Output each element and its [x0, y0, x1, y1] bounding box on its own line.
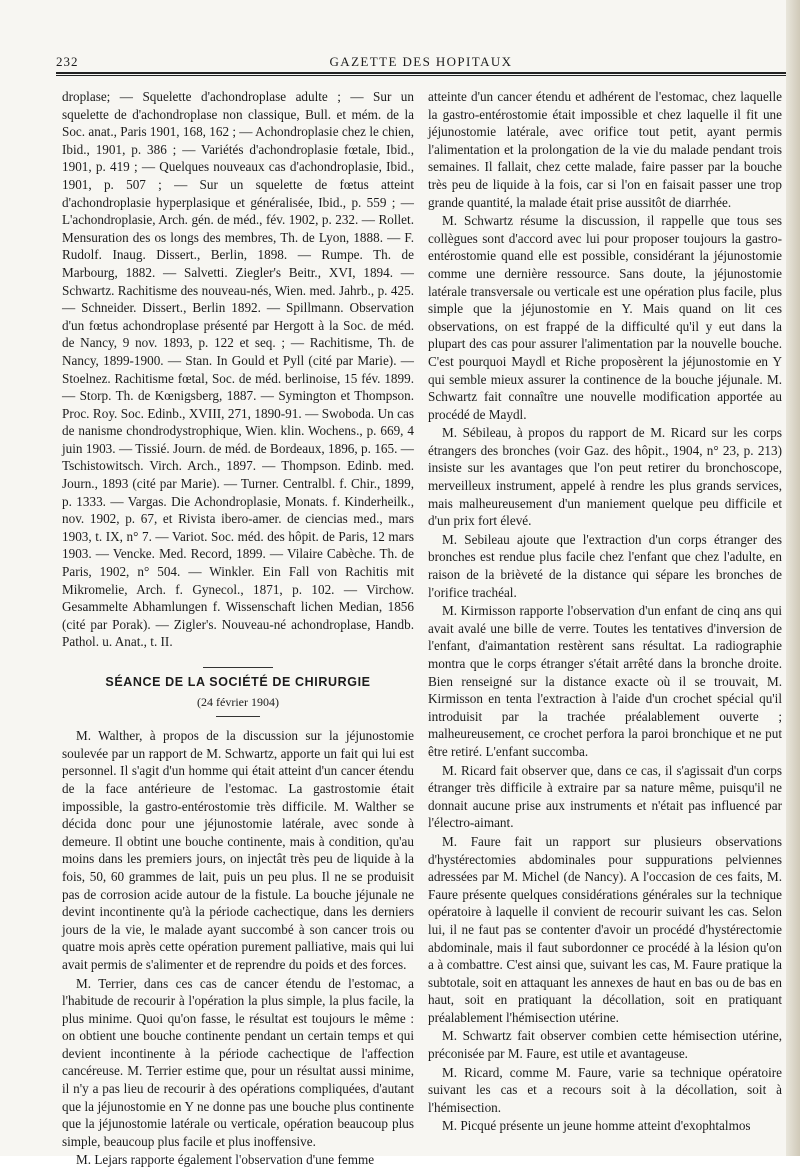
paragraph-picque: M. Picqué présente un jeune homme atteint d'exophtalmos [442, 1118, 751, 1134]
section-divider [203, 667, 273, 668]
left-column [62, 88, 414, 1169]
page-header [56, 48, 786, 70]
page-edge-shadow [786, 0, 800, 1156]
page-number: 232 [56, 54, 79, 69]
paragraph-ricard-technique: M. Ricard, comme M. Faure, varie sa technique opératoire suivant les cas et a recours soit à la décollation, soit à l'hémisection. [428, 1064, 782, 1115]
paragraph-sebileau-extraction: M. Sebileau ajoute que l'extraction d'un corps étranger des bronches est rendue plus facile chez l'enfant que chez l'adulte, en raison de la brièveté de la distance qui sépare les bronches de l'orifice trachéal. [428, 531, 782, 600]
paragraph-sebileau-bronchoscope: M. Sébileau, à propos du rapport de M. Ricard sur les corps étrangers des bronches (voir Gaz. des hôpit., 1904, n° 23, p. 213) insiste sur les avantages que l'on peut retirer du bronchoscope, merveilleux instrument, appelé à rendre les plus grands services, mais malheureusement d'un maniement quelque peu difficile et d'un prix fort élevé. [428, 425, 782, 529]
paragraph-terrier: M. Terrier, dans ces cas de cancer étendu de l'estomac, a l'habitude de recourir à l'opération la plus simple, la plus facile, la plus minime. Quoi qu'on fasse, le résultat est toujours le même : on obtient une bouche continente pendant un certain temps et qui devient incontinente à la période cachectique de l'affection cancéreuse. M. Terrier estime que, pour un résultat aussi minime, il n'y a pas lieu de recourir à des opérations compliquées, d'autant que la jéjunostomie en Y ne donne pas une bouche plus continente que la jéjunostomie latérale ou verticale, opération beaucoup plus simple, beaucoup plus facile et plus inoffensive. [62, 975, 414, 1149]
section-title: SÉANCE DE LA SOCIÉTÉ DE CHIRURGIE [105, 675, 371, 689]
paragraph-schwartz-summary: M. Schwartz résume la discussion, il rappelle que tous ses collègues sont d'accord avec lui pour proposer toujours la gastro-entérostomie quand elle est possible, considérant la jéjunostomie comme une dernière ressource. Sans doute, la jéjunostomie latérale transversale ou verticale est une opération plus facile, plus simple que la jéjunostomie en Y. Mais quand on lit ces observations, on est frappé de la difficulté qu'il y eut dans la plupart des cas pour assurer l'alimentation par la nouvelle bouche. C'est pourquoi Maydl et Riche proposèrent la jéjunostomie en Y qui semble mieux assurer la continence de la bouche jéjunale. M. Schwartz fait connaître une nouvelle modification apportée au procédé de Maydl. [428, 213, 782, 422]
paragraph-walther: M. Walther, à propos de la discussion sur la jéjunostomie soulevée par un rapport de M. Schwartz, apporte un fait qui lui est personnel. Il s'agit d'un homme qui était atteint d'un cancer étendu de la face antérieure de l'estomac. La gastrostomie était impossible, la gastro-entérostomie très difficile. M. Walther se décida donc pour une jéjunostomie latérale, avec sonde à demeure. Il obtint une bouche continente, mais à condition, qu'au moins dans les premiers jours, on injectât très peu de liquide à la fois, 50, 60 grammes de lait, puis un peu plus. Il ne se produisit pas de corrosion acide autour de la fistule. La bouche jéjunale ne devint incontinente qu'à la période cachectique, dans les derniers jours de la vie, le malade ayant succombé à son cancer trois ou quatre mois après cette opération purement palliative, mais qui lui avait permis de s'alimenter et de reprendre du poids et des forces. [62, 728, 414, 972]
paragraph-faure: M. Faure fait un rapport sur plusieurs observations d'hystérectomies abdominales pour suppurations pelviennes adressées par M. Michel (de Nancy). A l'occasion de ces faits, M. Faure présente quelques considérations générales sur la technique opératoire à laquelle il convient de recourir suivant les cas. Selon lui, il ne faut pas se contenter d'avoir un procédé d'hystérectomie abdominale, mais il faut subordonner ce procédé à la lésion qu'on a à combattre. C'est ainsi que, suivant les cas, M. Faure pratique la subtotale, soit en attaquant les annexes de haut en bas ou de bas en haut, soit en pratiquant la décollation, soit en pratiquant préalablement l'hémisection utérine. [428, 833, 782, 1025]
short-rule [216, 716, 260, 717]
paragraph-schwartz-hemisection: M. Schwartz fait observer combien cette hémisection utérine, préconisée par M. Faure, est utile et avantageuse. [428, 1028, 782, 1062]
section-date: (24 février 1904) [197, 694, 279, 709]
paragraph-lejars-continued: atteinte d'un cancer étendu et adhérent de l'estomac, chez laquelle la gastro-entérostomie était impossible et chez laquelle il fit une jéjunostomie latérale, avec orifice tout petit, ayant permis l'alimentation et la prolongation de la vie du malade pendant trois semaines. Il fallait, chez cette malade, faire passer par la bouche très peu de liquide à la fois, car si l'on en faisait passer une trop grande quantité, la malade était prise aussitôt de diarrhée. [428, 89, 782, 210]
right-column [428, 88, 782, 1135]
header-rule [56, 72, 786, 76]
paragraph-kirmisson: M. Kirmisson rapporte l'observation d'un enfant de cinq ans qui avait avalé une bille de verre. Toutes les tentatives d'inversion de l'enfant, d'aimantation restèrent sans résultat. La radiographie montra que le corps étranger s'était arrêté dans la bronche droite. Bien renseigné sur la distance exacte où il se trouvait, M. Kirmisson en tenta l'extraction à l'aide d'un crochet spécial qu'il introduisit par la trachée préalablement ouverte ; malheureusement, ce crochet perfora la paroi bronchique et ne put être retiré. L'enfant succomba. [428, 603, 782, 759]
paragraph-ricard-observation: M. Ricard fait observer que, dans ce cas, il s'agissait d'un corps étranger très difficile à extraire par sa nature même, puisqu'il ne donnait aucune prise aux instruments et n'était pas influencé par l'électro-aimant. [428, 762, 782, 831]
paragraph-lejars: M. Lejars rapporte également l'observation d'une femme [76, 1152, 375, 1168]
journal-title: GAZETTE DES HOPITAUX [329, 54, 513, 69]
bibliography-text: droplase; — Squelette d'achondroplase adulte ; — Sur un squelette de d'achondroplase non classique, Bull. et mém. de la Soc. anat., Paris 1901, 168, 162 ; — Achondroplasie chez le chien, Ibid., 1901, p. 386 ; — Variétés d'achondroplasie fœtale, Ibid., 1901, p. 419 ; — Quelques nouveaux cas d'achondroplasie, Ibid., 1901, p. 507 ; — Sur un squelette de fœtus atteint d'achondroplasie hyperplasique et généralisée, Ibid., p. 559 ; — L'achondroplasie, Arch. gén. de méd., fév. 1902, p. 232. — Rollet. Mensuration des os longs des membres, Th. de Lyon, 1888. — F. Rudolf. Inaug. Dissert., Berlin, 1898. — Rumpe. Th. de Marbourg, 1882. — Salvetti. Ziegler's Beitr., XVI, 1894. — Schwartz. Rachitisme des nouveau-nés, Wien. med. Jahrb., p. 425. — Schneider. Dissert., Berlin 1892. — Spillmann. Observation d'un fœtus achondroplase présenté par Hergott à la Soc. de méd. de Nancy, 9 nov. 1893, p. 122 et seq. ; — Rachitisme, Th. de Nancy, 1899-1900. — Stan. In Gould et Pyll (cité par Marie). — Stoelnez. Rachitisme fœtal, Soc. de méd. berlinoise, 15 fév. 1899. — Storp. Th. de Kœnigsberg, 1887. — Symington et Thompson. Proc. Roy. Soc. Edinb., XVIII, 271, 1890-91. — Swoboda. Un cas de nanisme chondrodystrophique, Wien. klin. Wochens., p. 669, 4 juin 1903. — Tissié. Journ. de méd. de Bordeaux, 1896, p. 165. — Tschistowitsch. Virch. Arch., 1897. — Thompson. Edinb. med. Journ., 1893 (cité par Marie). — Turner. Centralbl. f. Chir., 1899, p. 1333. — Vargas. Die Achondroplasie, Monats. f. Kinderheilk., nov. 1902, p. 67, et Rivista ibero-amer. de ciencias med., mars 1903, t. IX, n° 7. — Variot. Soc. méd. des hôpit. de Paris, 12 mars 1903. — Vencke. Med. Record, 1899. — Vilaire Cabèche. Th. de Paris, 1902, n° 504. — Winkler. Ein Fall von Rachitis mit Mikromelie, Arch. f. Gynecol., 1871, p. 102. — Virchow. Gesammelte Abhamlungen f. Wissenschaft lichen Median, 1856 (cité par Porak). — Zigler's. Nouveau-né achondroplase, Handb. Pathol. u. Anat., t. II. [62, 89, 414, 650]
